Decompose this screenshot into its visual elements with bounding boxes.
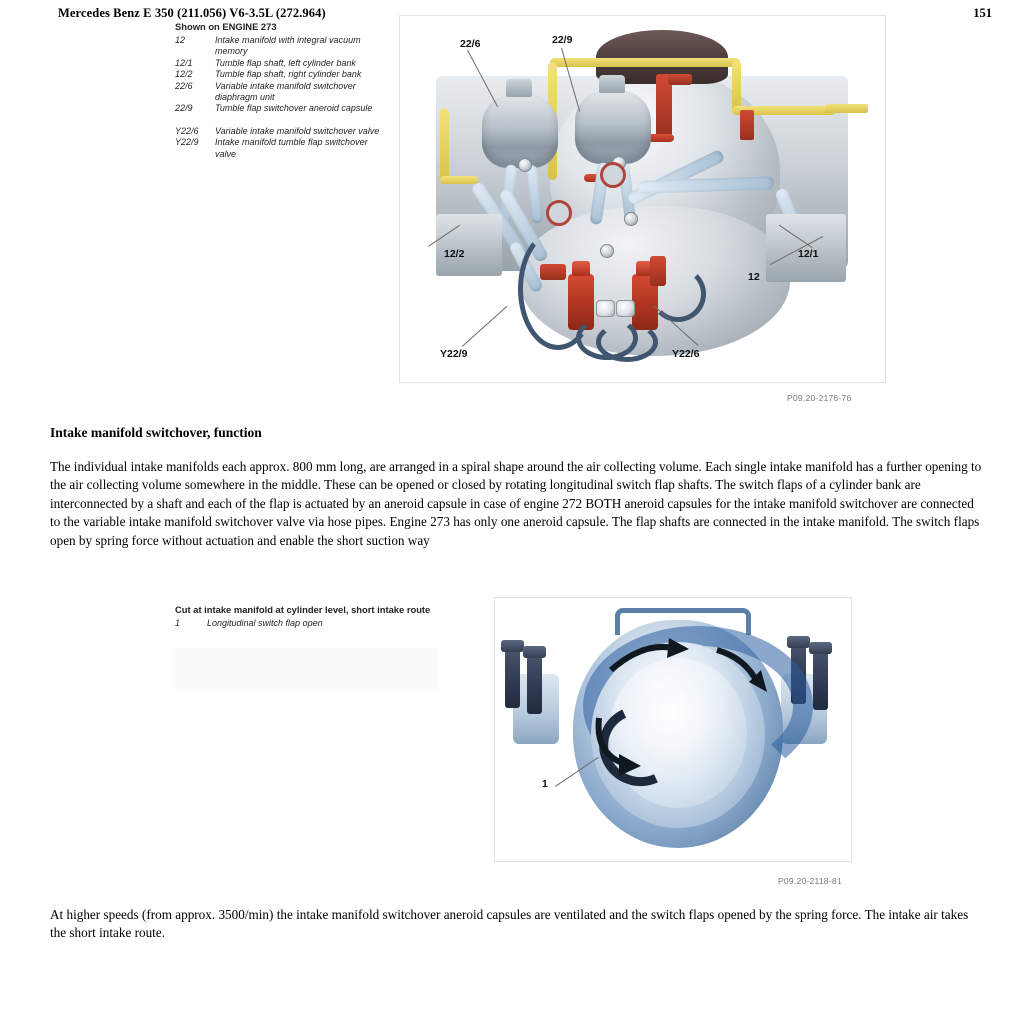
figure1-legend-title: Shown on ENGINE 273 xyxy=(175,21,277,32)
legend-item xyxy=(175,58,385,69)
legend-item-desc: Intake manifold tumble flap switchover valve xyxy=(215,137,368,159)
callout-12: 12 xyxy=(748,271,760,283)
flow-arrow-inner xyxy=(589,702,679,782)
document-header-title: Mercedes Benz E 350 (211.056) V6-3.5L (272.964) xyxy=(58,6,326,20)
flow-arrow-right xyxy=(711,642,791,712)
legend-item-desc: Variable intake manifold switchover diaphragm unit xyxy=(215,80,356,103)
figure-intake-manifold-cross-section xyxy=(494,597,852,862)
figure1-illustration xyxy=(400,16,885,382)
callout-22-9: 22/9 xyxy=(552,34,573,46)
injector-right-2 xyxy=(813,652,828,710)
aneroid-capsule-22-9 xyxy=(575,90,651,164)
figure-intake-manifold-overview xyxy=(399,15,886,383)
injector-left xyxy=(505,650,520,708)
vacuum-hose-yellow xyxy=(440,108,449,182)
capsule-stub xyxy=(599,75,625,93)
figure2-legend-title: Cut at intake manifold at cylinder level, short intake route xyxy=(175,604,431,615)
port-ring xyxy=(600,162,626,188)
valve-connector xyxy=(596,300,615,317)
legend-item xyxy=(175,35,385,58)
page-number: 151 xyxy=(973,6,992,20)
legend-item-key: 12/2 xyxy=(175,69,193,80)
section-heading: Intake manifold switchover, function xyxy=(50,425,262,440)
figure2-legend xyxy=(175,604,485,629)
legend-item xyxy=(175,126,385,137)
valve-connector xyxy=(616,300,635,317)
injector-cap xyxy=(523,646,546,658)
legend-item xyxy=(175,81,385,104)
legend-item-key: Y22/9 xyxy=(175,137,199,148)
fastener-bolt xyxy=(600,244,614,258)
legend-item xyxy=(175,69,385,80)
legend-item-key: 1 xyxy=(175,618,181,628)
callout-22-6: 22/6 xyxy=(460,38,481,50)
legend-item-desc: Tumble flap switchover aneroid capsule xyxy=(215,103,373,114)
injector-left-2 xyxy=(527,656,542,714)
legend-item-key: Y22/6 xyxy=(175,125,199,136)
figure2-illustration xyxy=(495,598,851,861)
callout-12-1: 12/1 xyxy=(798,248,819,260)
vacuum-line-loop xyxy=(596,322,658,362)
vacuum-hose-yellow xyxy=(550,58,740,67)
callout-1: 1 xyxy=(542,778,548,790)
legend-item-desc: Tumble flap shaft, left cylinder bank xyxy=(215,57,356,68)
legend-item-key: 12 xyxy=(175,35,186,45)
injector-cap xyxy=(809,642,832,654)
vacuum-hose-yellow xyxy=(440,176,478,184)
vacuum-hose-yellow xyxy=(732,60,741,112)
fastener-bolt xyxy=(624,212,638,226)
vacuum-hose-yellow xyxy=(826,104,868,113)
legend-item-key: 22/6 xyxy=(175,80,193,91)
switchover-red-block xyxy=(668,74,692,85)
legend-item-key: 22/9 xyxy=(175,103,193,114)
legend-item-desc: Longitudinal switch flap open xyxy=(207,618,323,628)
legend-item-key: 12/1 xyxy=(175,57,193,68)
vacuum-line-loop xyxy=(518,228,598,350)
figure1-caption: P09.20-2176-76 xyxy=(787,393,852,403)
port-ring xyxy=(546,200,572,226)
manifold-left-flange xyxy=(436,214,502,276)
leader-line xyxy=(462,306,507,347)
figure2-caption: P09.20-2118-81 xyxy=(778,876,842,886)
switchover-red-block xyxy=(740,110,754,140)
aneroid-capsule-22-6 xyxy=(482,94,558,168)
legend-item xyxy=(175,137,385,160)
section-paragraph-2: At higher speeds (from approx. 3500/min) the intake manifold switchover aneroid capsules are ventilated and the switch flaps opened by the spring force. The intake air takes the short intake route. xyxy=(50,907,969,941)
legend-item-desc: Tumble flap shaft, right cylinder bank xyxy=(215,69,362,80)
callout-y22-9: Y22/9 xyxy=(440,348,468,360)
legend-item-desc: Variable intake manifold switchover valve xyxy=(215,125,380,136)
callout-12-2: 12/2 xyxy=(444,248,465,260)
callout-y22-6: Y22/6 xyxy=(672,348,700,360)
vacuum-line-loop xyxy=(650,266,706,322)
fastener-bolt xyxy=(518,158,532,172)
blank-placeholder-box xyxy=(174,648,438,690)
capsule-stub xyxy=(506,79,532,97)
figure1-legend xyxy=(175,21,385,160)
legend-item xyxy=(175,617,485,629)
legend-item-desc: Intake manifold with integral vacuum memory xyxy=(215,35,361,57)
injector-cap xyxy=(501,640,524,652)
legend-item xyxy=(175,103,385,114)
section-paragraph-1: The individual intake manifolds each approx. 800 mm long, are arranged in a spiral shape around the air collecting volume. Each single intake manifold has a further opening to the air collecting volume somewhere in the middle. These can be opened or closed by rotating longitudinal switch flap shafts. The switch flaps of a cylinder bank are interconnected by a shaft and each of the flap is actuated by an aneroid capsule in case of engine 272 BOTH aneroid capsules for the intake manifold switchover are connected to the variable intake manifold switchover valve via hose pipes. Engine 273 has only one aneroid capsule. The flap shafts are connected in the intake manifold. The switch flaps open by spring force without actuation and enable the short suction way xyxy=(50,459,982,548)
